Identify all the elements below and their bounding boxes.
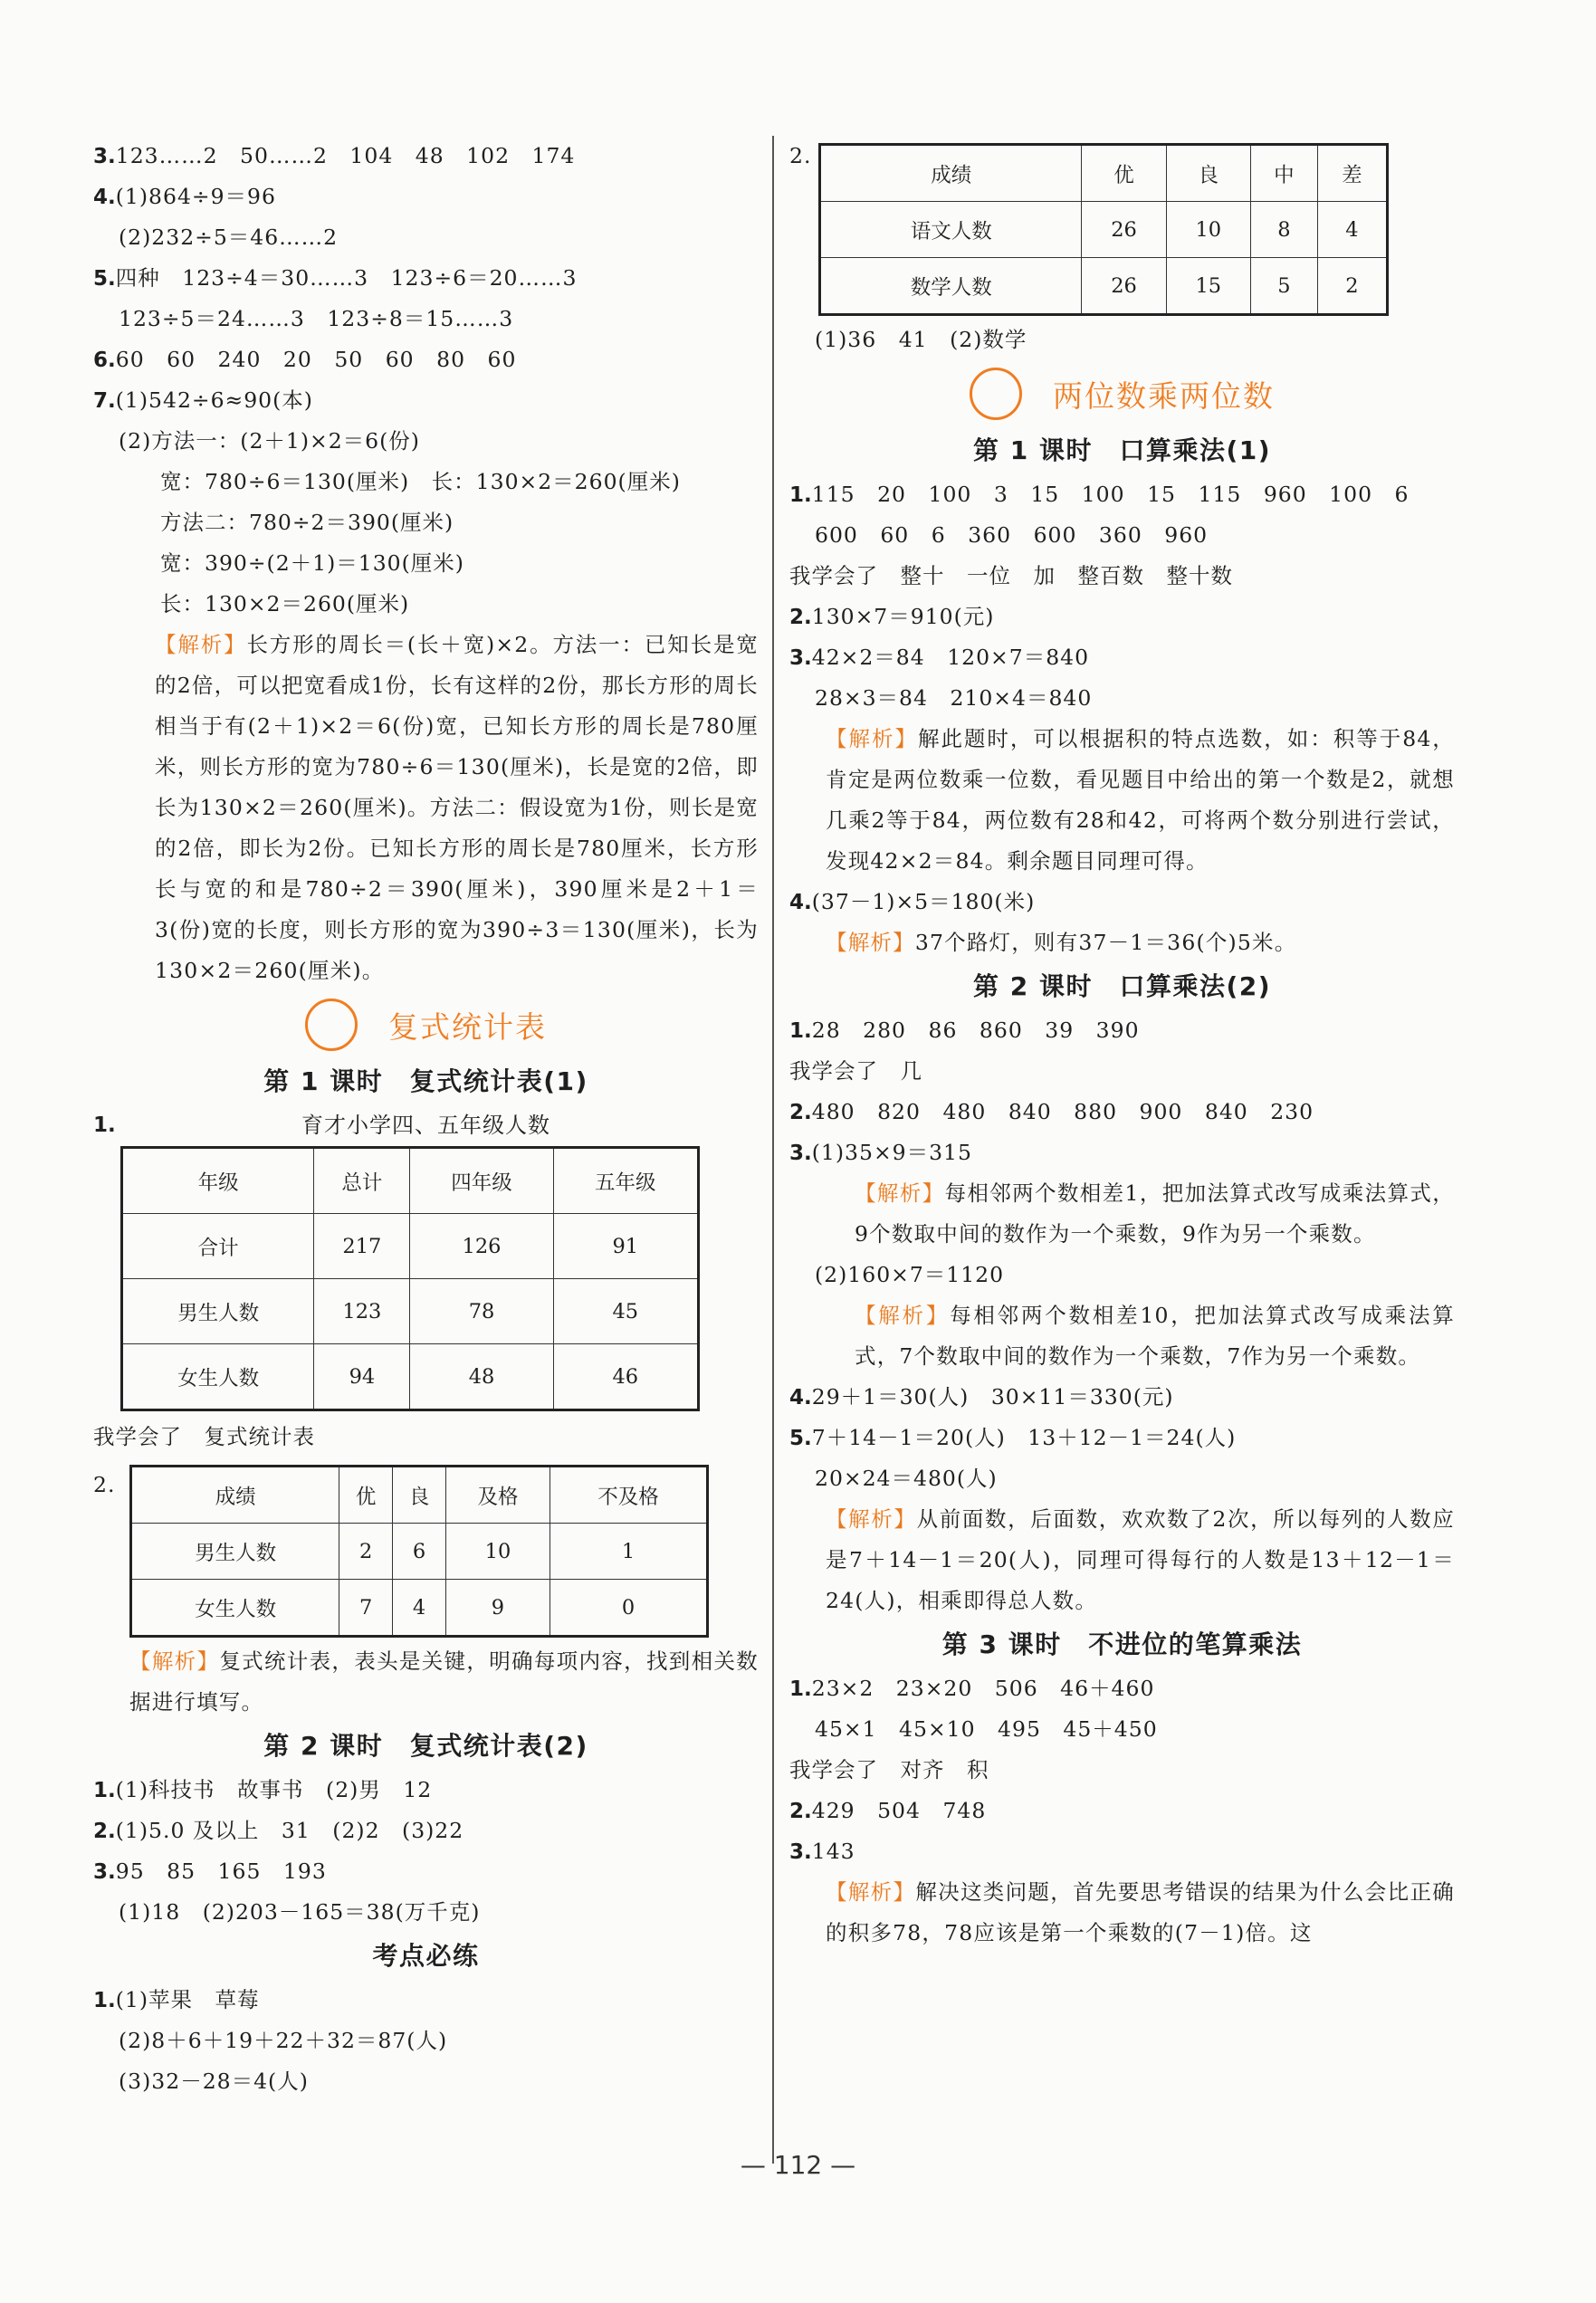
table-header-cell: 五年级 <box>553 1148 698 1214</box>
u-answer-1: 1.23×2 23×20 506 46＋460 <box>789 1676 1155 1701</box>
table-answer: (1)36 41 (2)数学 <box>815 327 1027 352</box>
analysis-table2: 【解析】复式统计表，表头是关键，明确每项内容，找到相关数据进行填写。 <box>129 1648 759 1715</box>
page-number: — 112 — <box>740 2150 856 2180</box>
answer-7: 7.(1)542÷6≈90(本) <box>93 387 313 413</box>
practice-answer-1b: (2)8＋6＋19＋22＋32＝87(人) <box>119 2028 448 2053</box>
analysis-tag: 【解析】 <box>826 930 915 955</box>
table-row: 女生人数 7 4 9 0 <box>131 1580 708 1637</box>
table-row: 男生人数 2 6 10 1 <box>131 1524 708 1580</box>
section-header-stat-table: 复式统计表 <box>93 991 759 1058</box>
answer-7-method1: (2)方法一：(2＋1)×2＝6(份) <box>119 428 420 454</box>
right-column <box>789 136 1455 1954</box>
s-answer-3: 3.(1)35×9＝315 <box>789 1140 972 1165</box>
analysis-tag: 【解析】 <box>855 1303 951 1328</box>
r-answer-3b: 28×3＝84 210×4＝840 <box>815 685 1093 711</box>
s-answer-3b: (2)160×7＝1120 <box>815 1262 1005 1287</box>
subject-score-table: 成绩 优 良 中 差 语文人数 26 10 8 4 数学人数 26 15 5 2 <box>818 143 1389 316</box>
lesson2-answer-1: 1.(1)科技书 故事书 (2)男 12 <box>93 1777 433 1802</box>
table-row: 数学人数 26 15 5 2 <box>820 258 1388 315</box>
answer-7-line3: 宽：780÷6＝130(厘米) 长：130×2＝260(厘米) <box>160 469 681 494</box>
grade-count-table <box>120 1146 700 1411</box>
answer-5-line2: 123÷5＝24……3 123÷8＝15……3 <box>119 306 514 331</box>
analysis-tag: 【解析】 <box>129 1648 220 1674</box>
r-answer-1: 1.115 20 100 3 15 100 15 115 960 100 6 <box>789 482 1410 507</box>
score-table: 成绩 优 良 及格 不及格 男生人数 2 6 10 1 女生人数 7 4 9 0 <box>129 1465 709 1638</box>
practice-answer-1c: (3)32－28＝4(人) <box>119 2069 309 2094</box>
analysis-7: 【解析】长方形的周长＝(长＋宽)×2。方法一：已知长是宽的2倍，可以把宽看成1份，长有这样的2份，那长方形的周长相当于有(2＋1)×2＝6(份)宽，已知长方形的周长是780厘米，则长方形的宽为780÷6＝130(厘米)，长是宽的2倍，即长为130×2＝260(厘米)。方法二：假设宽为1份，则长是宽的2倍，即长为2份。已知长方形的周长是780厘米，长方形长与宽的和是780÷2＝390(厘米)，390厘米是2＋1＝3(份)宽的长度，则长方形的宽为390÷3＝130(厘米)，长为130×2＝260(厘米)。 <box>155 632 759 983</box>
lesson-title: 第 3 课时 不进位的笔算乘法 <box>941 1629 1303 1659</box>
section-header-2digit-multiply: 两位数乘两位数 <box>789 360 1455 427</box>
lesson-title: 第 1 课时 复式统计表(1) <box>263 1066 588 1096</box>
answer-7-method2: 方法二：780÷2＝390(厘米) <box>160 510 454 535</box>
lesson-title: 第 1 课时 口算乘法(1) <box>972 435 1272 465</box>
answer-7-line5: 宽：390÷(2＋1)＝130(厘米) <box>160 550 464 576</box>
s-answer-2: 2.480 820 480 840 880 900 840 230 <box>789 1099 1314 1124</box>
analysis-tag: 【解析】 <box>826 726 918 751</box>
s-answer-5b: 20×24＝480(人) <box>815 1466 998 1491</box>
table-row: 语文人数 26 10 8 4 <box>820 202 1388 258</box>
practice-answer-1: 1.(1)苹果 草莓 <box>93 1987 260 2012</box>
u-answer-2: 2.429 504 748 <box>789 1798 987 1823</box>
column-divider <box>772 136 774 2164</box>
u-answer-1b: 45×1 45×10 495 45＋450 <box>815 1716 1158 1742</box>
analysis-s3a: 【解析】每相邻两个数相差1，把加法算式改写成乘法算式，9个数取中间的数作为一个乘数，9作为另一个乘数。 <box>855 1180 1455 1247</box>
circle-icon <box>305 999 358 1051</box>
left-column <box>93 136 759 2102</box>
r-answer-4: 4.(37－1)×5＝180(米) <box>789 889 1036 914</box>
lesson2-answer-3b: (1)18 (2)203－165＝38(万千克) <box>119 1899 481 1925</box>
lesson-title: 第 2 课时 口算乘法(2) <box>972 971 1272 1001</box>
question-1-table: 1. 育才小学四、五年级人数 年级 总计 四年级 五年级 合计 217 126 91 男生人数 123 78 45 女生人数 94 48 46 <box>93 1105 759 1411</box>
question-2-table: 2. 成绩 优 良 中 差 语文人数 26 10 8 4 数学人数 26 15 5 2 <box>789 143 1455 316</box>
answer-6: 6.60 60 240 20 50 60 80 60 <box>93 347 517 372</box>
lesson2-answer-2: 2.(1)5.0 及以上 31 (2)2 (3)22 <box>93 1818 464 1843</box>
answer-5: 5.四种 123÷4＝30……3 123÷6＝20……3 <box>93 265 578 291</box>
analysis-s5: 【解析】从前面数，后面数，欢欢数了2次，所以每列的人数应是7＋14－1＝20(人)，同理可得每行的人数是13＋12－1＝24(人)，相乘即得总人数。 <box>826 1506 1455 1613</box>
analysis-4: 【解析】37个路灯，则有37－1＝36(个)5米。 <box>826 930 1297 955</box>
table-row: 男生人数 123 78 45 <box>122 1279 699 1344</box>
circle-icon <box>970 368 1022 420</box>
analysis-u3: 【解析】解决这类问题，首先要思考错误的结果为什么会比正确的积多78，78应该是第一个乘数的(7－1)倍。这 <box>826 1879 1455 1945</box>
table-header-cell: 年级 <box>122 1148 314 1214</box>
learned-line: 我学会了 复式统计表 <box>93 1424 315 1449</box>
learned-line: 我学会了 整十 一位 加 整百数 整十数 <box>789 563 1233 588</box>
table-header-cell: 四年级 <box>410 1148 553 1214</box>
analysis-s3b: 【解析】每相邻两个数相差10，把加法算式改写成乘法算式，7个数取中间的数作为一个乘数，7作为另一个乘数。 <box>855 1303 1455 1369</box>
lesson-title: 第 2 课时 复式统计表(2) <box>263 1731 588 1761</box>
answer-4-part2: (2)232÷5＝46……2 <box>119 225 339 250</box>
analysis-3: 【解析】解此题时，可以根据积的特点选数，如：积等于84，肯定是两位数乘一位数，看见题目中给出的第一个数是2，就想几乘2等于84，两位数有28和42，可将两个数分别进行尝试，发现42×2＝84。剩余题目同理可得。 <box>826 726 1455 874</box>
r-answer-1b: 600 60 6 360 600 360 960 <box>815 522 1209 548</box>
learned-line: 我学会了 对齐 积 <box>789 1757 989 1782</box>
analysis-tag: 【解析】 <box>826 1506 917 1532</box>
question-2-table: 2. 成绩 优 良 及格 不及格 男生人数 2 6 10 1 女生人数 7 4 9 0 <box>93 1465 759 1638</box>
s-answer-1: 1.28 280 86 860 39 390 <box>789 1018 1140 1043</box>
lesson2-answer-3: 3.95 85 165 193 <box>93 1859 327 1884</box>
table-row: 合计 217 126 91 <box>122 1214 699 1279</box>
r-answer-2: 2.130×7＝910(元) <box>789 604 995 629</box>
practice-title: 考点必练 <box>372 1941 480 1971</box>
r-answer-3: 3.42×2＝84 120×7＝840 <box>789 645 1090 670</box>
answer-3: 3.123……2 50……2 104 48 102 174 <box>93 143 576 168</box>
learned-line: 我学会了 几 <box>789 1058 922 1084</box>
u-answer-3: 3.143 <box>789 1839 855 1864</box>
s-answer-5: 5.7＋14－1＝20(人) 13＋12－1＝24(人) <box>789 1425 1237 1450</box>
analysis-tag: 【解析】 <box>155 632 247 657</box>
analysis-tag: 【解析】 <box>855 1180 945 1206</box>
analysis-tag: 【解析】 <box>826 1879 916 1905</box>
table-caption: 育才小学四、五年级人数 <box>301 1113 550 1138</box>
answer-7-line6: 长：130×2＝260(厘米) <box>160 591 410 616</box>
answer-4: 4.(1)864÷9＝96 <box>93 184 276 209</box>
table-header-cell: 总计 <box>314 1148 410 1214</box>
s-answer-4: 4.29＋1＝30(人) 30×11＝330(元) <box>789 1384 1174 1410</box>
table-row: 女生人数 94 48 46 <box>122 1344 699 1410</box>
